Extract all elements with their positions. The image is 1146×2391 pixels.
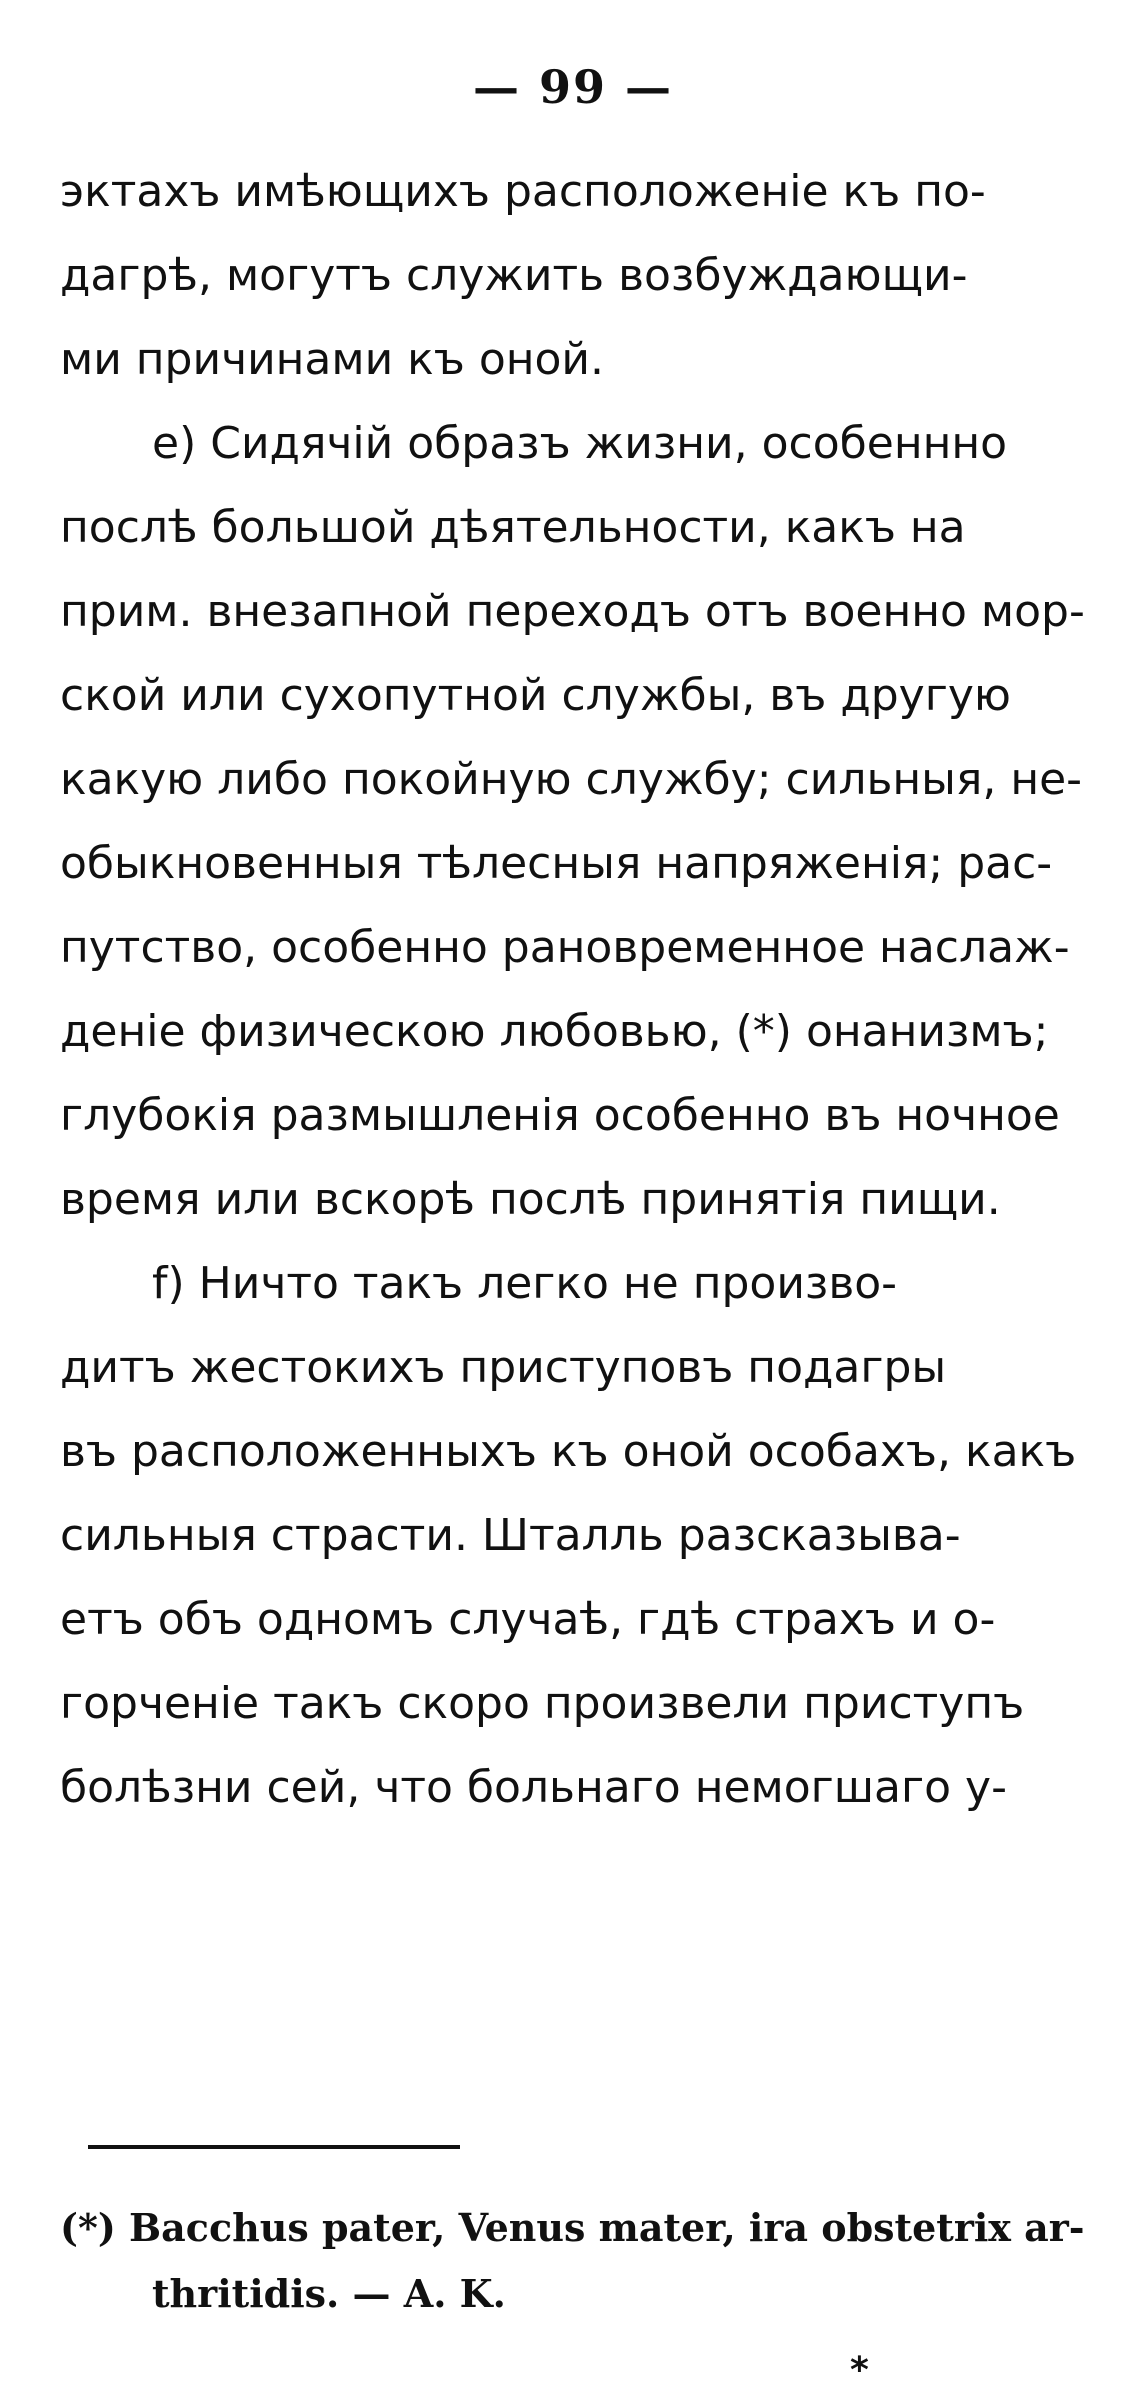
ornament-mark: * <box>850 2350 869 2391</box>
text-line: время или вскорѣ послѣ принятія пищи. <box>60 1174 1001 1225</box>
text-line: прим. внезапной переходъ отъ военно мор- <box>60 586 1085 637</box>
text-line: болѣзни сей, что больнаго немогшаго у- <box>60 1762 1007 1813</box>
footnote-line: thritidis. — A. K. <box>152 2271 506 2316</box>
text-line: въ расположенныхъ къ оной особахъ, какъ <box>60 1426 1077 1477</box>
text-line: деніе физическою любовью, (*) онанизмъ; <box>60 1006 1049 1057</box>
text-line: етъ объ одномъ случаѣ, гдѣ страхъ и о- <box>60 1594 996 1645</box>
text-line: обыкновенныя тѣлесныя напряженія; рас- <box>60 838 1053 889</box>
text-line: дитъ жестокихъ приступовъ подагры <box>60 1342 947 1393</box>
text-line: сильныя страсти. Шталль разсказыва- <box>60 1510 961 1561</box>
text-line: путство, особенно рановременное наслаж- <box>60 922 1070 973</box>
text-line: глубокія размышленія особенно въ ночное <box>60 1090 1060 1141</box>
text-line: ми причинами къ оной. <box>60 334 605 385</box>
text-line: горченіе такъ скоро произвели приступъ <box>60 1678 1025 1729</box>
text-line: дагрѣ, могутъ служить возбуждающи- <box>60 250 968 301</box>
text-line: какую либо покойную службу; сильныя, не- <box>60 754 1083 805</box>
body-text <box>60 150 1085 1830</box>
text-line: эктахъ имѣющихъ расположеніе къ по- <box>60 166 986 217</box>
text-line: f) Ничто такъ легко не произво- <box>152 1258 898 1309</box>
footnote <box>60 2195 1085 2327</box>
text-line: ской или сухопутной службы, въ другую <box>60 670 1011 721</box>
text-line: послѣ большой дѣятельности, какъ на <box>60 502 966 553</box>
footnote-line: (*) Bacchus pater, Venus mater, ira obstetrix ar- <box>60 2205 1085 2250</box>
footnote-rule <box>88 2145 460 2149</box>
text-line: e) Сидячій образъ жизни, особеннно <box>152 418 1008 469</box>
page-number: — 99 — <box>472 60 674 114</box>
